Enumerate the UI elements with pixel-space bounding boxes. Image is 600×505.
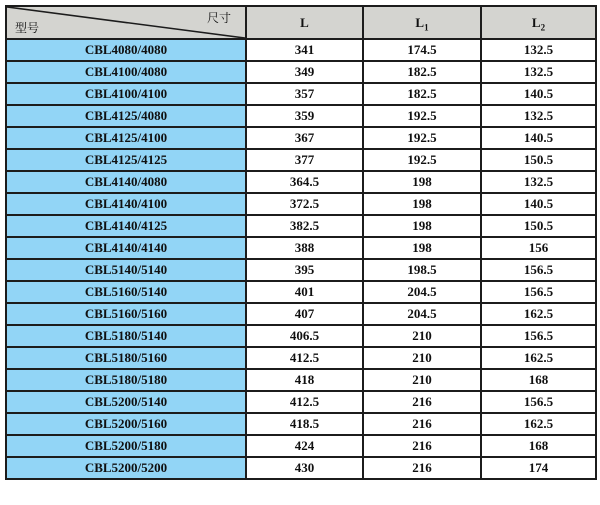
header-model-label: 型号 <box>15 21 40 35</box>
value-cell-l2: 156.5 <box>481 325 596 347</box>
header-cell-L1 <box>363 6 481 39</box>
value-cell-l1: 192.5 <box>363 127 481 149</box>
value-cell-l: 388 <box>246 237 363 259</box>
value-cell-l2: 132.5 <box>481 39 596 61</box>
value-cell-l: 367 <box>246 127 363 149</box>
table-row <box>6 149 596 171</box>
value-cell-l: 424 <box>246 435 363 457</box>
value-cell-l2: 132.5 <box>481 61 596 83</box>
value-cell-l1: 192.5 <box>363 105 481 127</box>
model-cell: CBL4125/4125 <box>6 149 246 171</box>
value-cell-l2: 132.5 <box>481 171 596 193</box>
model-cell: CBL5200/5180 <box>6 435 246 457</box>
value-cell-l1: 210 <box>363 325 481 347</box>
table-row <box>6 127 596 149</box>
header-cell-L <box>246 6 363 39</box>
table-row <box>6 391 596 413</box>
value-cell-l2: 132.5 <box>481 105 596 127</box>
value-cell-l2: 168 <box>481 369 596 391</box>
value-cell-l1: 198 <box>363 193 481 215</box>
value-cell-l2: 174 <box>481 457 596 479</box>
value-cell-l: 372.5 <box>246 193 363 215</box>
value-cell-l1: 216 <box>363 435 481 457</box>
model-cell: CBL5200/5200 <box>6 457 246 479</box>
value-cell-l: 407 <box>246 303 363 325</box>
table-row <box>6 237 596 259</box>
value-cell-l1: 216 <box>363 457 481 479</box>
model-cell: CBL5140/5140 <box>6 259 246 281</box>
value-cell-l: 418 <box>246 369 363 391</box>
value-cell-l1: 216 <box>363 413 481 435</box>
table-row <box>6 259 596 281</box>
value-cell-l: 382.5 <box>246 215 363 237</box>
header-cell-model-size <box>6 6 246 39</box>
header-row <box>6 6 596 39</box>
model-cell: CBL5180/5160 <box>6 347 246 369</box>
value-cell-l1: 182.5 <box>363 83 481 105</box>
value-cell-l: 357 <box>246 83 363 105</box>
model-cell: CBL5180/5140 <box>6 325 246 347</box>
value-cell-l: 359 <box>246 105 363 127</box>
model-cell: CBL4100/4100 <box>6 83 246 105</box>
table-row <box>6 83 596 105</box>
value-cell-l2: 156 <box>481 237 596 259</box>
value-cell-l2: 140.5 <box>481 193 596 215</box>
model-cell: CBL4080/4080 <box>6 39 246 61</box>
value-cell-l1: 198 <box>363 237 481 259</box>
value-cell-l: 406.5 <box>246 325 363 347</box>
value-cell-l: 412.5 <box>246 391 363 413</box>
value-cell-l2: 162.5 <box>481 413 596 435</box>
value-cell-l2: 140.5 <box>481 127 596 149</box>
value-cell-l2: 156.5 <box>481 281 596 303</box>
value-cell-l1: 198 <box>363 171 481 193</box>
value-cell-l1: 192.5 <box>363 149 481 171</box>
model-cell: CBL4125/4080 <box>6 105 246 127</box>
table-row <box>6 39 596 61</box>
value-cell-l2: 162.5 <box>481 303 596 325</box>
value-cell-l: 401 <box>246 281 363 303</box>
table-row <box>6 303 596 325</box>
value-cell-l1: 210 <box>363 347 481 369</box>
value-cell-l2: 168 <box>481 435 596 457</box>
value-cell-l: 377 <box>246 149 363 171</box>
value-cell-l: 418.5 <box>246 413 363 435</box>
dimension-table <box>5 5 597 480</box>
value-cell-l1: 210 <box>363 369 481 391</box>
value-cell-l2: 150.5 <box>481 149 596 171</box>
col-label-L: L <box>300 14 309 30</box>
model-cell: CBL5160/5140 <box>6 281 246 303</box>
value-cell-l2: 162.5 <box>481 347 596 369</box>
model-cell: CBL4140/4140 <box>6 237 246 259</box>
col-sub-L1: 1 <box>424 22 429 33</box>
table-row <box>6 457 596 479</box>
value-cell-l1: 174.5 <box>363 39 481 61</box>
value-cell-l: 364.5 <box>246 171 363 193</box>
value-cell-l2: 140.5 <box>481 83 596 105</box>
model-cell: CBL4100/4080 <box>6 61 246 83</box>
value-cell-l: 349 <box>246 61 363 83</box>
value-cell-l1: 204.5 <box>363 281 481 303</box>
value-cell-l2: 150.5 <box>481 215 596 237</box>
value-cell-l: 412.5 <box>246 347 363 369</box>
model-cell: CBL4140/4080 <box>6 171 246 193</box>
table-row <box>6 171 596 193</box>
table-row <box>6 369 596 391</box>
model-cell: CBL5200/5140 <box>6 391 246 413</box>
header-size-label: 尺寸 <box>206 11 231 25</box>
table-row <box>6 105 596 127</box>
value-cell-l: 341 <box>246 39 363 61</box>
table-row <box>6 215 596 237</box>
col-label-L1: L <box>415 14 425 30</box>
table-row <box>6 281 596 303</box>
value-cell-l2: 156.5 <box>481 391 596 413</box>
table-row <box>6 413 596 435</box>
model-cell: CBL4140/4125 <box>6 215 246 237</box>
value-cell-l1: 198 <box>363 215 481 237</box>
table-row <box>6 61 596 83</box>
col-label-L2: L <box>531 14 541 30</box>
value-cell-l1: 198.5 <box>363 259 481 281</box>
model-cell: CBL4125/4100 <box>6 127 246 149</box>
value-cell-l1: 182.5 <box>363 61 481 83</box>
header-cell-L2 <box>481 6 596 39</box>
value-cell-l: 430 <box>246 457 363 479</box>
model-cell: CBL5180/5180 <box>6 369 246 391</box>
table-row <box>6 325 596 347</box>
value-cell-l1: 204.5 <box>363 303 481 325</box>
value-cell-l: 395 <box>246 259 363 281</box>
value-cell-l1: 216 <box>363 391 481 413</box>
model-cell: CBL4140/4100 <box>6 193 246 215</box>
model-cell: CBL5160/5160 <box>6 303 246 325</box>
model-cell: CBL5200/5160 <box>6 413 246 435</box>
table-row <box>6 435 596 457</box>
table-row <box>6 193 596 215</box>
col-sub-L2: 2 <box>540 22 546 33</box>
table-row <box>6 347 596 369</box>
value-cell-l2: 156.5 <box>481 259 596 281</box>
table-body <box>6 39 596 479</box>
